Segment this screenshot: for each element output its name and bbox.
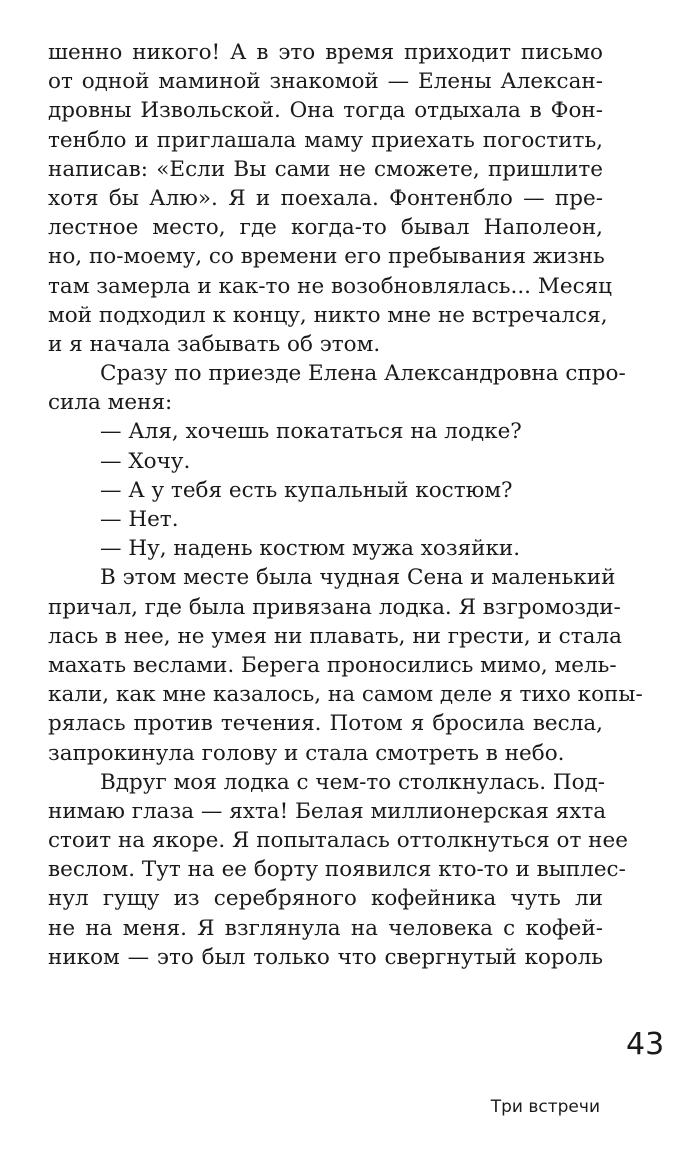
text-line: кали, как мне казалось, на самом деле я тихо копы-	[48, 682, 643, 708]
text-line: от одной маминой знакомой — Елены Алексан-	[48, 69, 603, 95]
dialogue-line: — Аля, хочешь покататься на лодке?	[100, 419, 522, 445]
text-line: хотя бы Алю». Я и поехала. Фонтенбло — пре-	[48, 185, 603, 211]
text-line: написав: «Если Вы сами не сможете, пришлите	[48, 156, 603, 182]
text-line: махать веслами. Берега проносились мимо, мель-	[48, 652, 617, 678]
text-line: рялась против течения. Потом я бросила весла,	[48, 711, 603, 737]
text-line: и я начала забывать об этом.	[48, 331, 381, 357]
text-line: нимаю глаза — яхта! Белая миллионерская яхта	[48, 798, 607, 824]
text-line: шенно никого! А в это время приходит письмо	[48, 40, 603, 65]
dialogue-line: — Ну, надень костюм мужа хозяйки.	[100, 536, 521, 562]
text-line: запрокинула голову и стала смотреть в небо.	[48, 740, 565, 766]
dialogue-line: — А у тебя есть купальный костюм?	[100, 477, 513, 503]
page-number: 43	[626, 1027, 665, 1062]
dialogue-line: — Нет.	[100, 507, 179, 532]
text-line: нул гущу из серебряного кофейника чуть ли	[48, 886, 603, 912]
text-line: Сразу по приезде Елена Александровна спро-	[100, 361, 626, 387]
text-line: ником — это был только что свергнутый король	[48, 944, 603, 970]
text-line: стоит на якоре. Я попыталась оттолкнуться от нее	[48, 828, 628, 854]
dialogue-line: — Хочу.	[100, 448, 191, 474]
text-line: там замерла и как-то не возобновлялась... Месяц	[48, 273, 613, 299]
text-line: мой подходил к концу, никто мне не встречался,	[48, 302, 608, 328]
text-line: но, по-моему, со времени его пребывания жизнь	[48, 244, 605, 270]
text-line: лестное место, где когда-то бывал Наполеон,	[48, 215, 603, 241]
text-line: не на меня. Я взглянула на человека с кофей-	[48, 915, 603, 941]
text-line: лась в нее, не умея ни плавать, ни грести, и стала	[48, 623, 622, 649]
page-body	[48, 38, 643, 972]
running-footer: Три встречи	[490, 1097, 600, 1117]
text-line: причал, где была привязана лодка. Я взгромозди-	[48, 594, 621, 620]
text-line: сила меня:	[48, 390, 173, 416]
text-line: веслом. Тут на ее борту появился кто-то и выплес-	[48, 857, 626, 883]
text-line: дровны Извольской. Она тогда отдыхала в Фон-	[48, 98, 603, 124]
text-line: Вдруг моя лодка с чем-то столкнулась. Под-	[100, 769, 606, 795]
text-line: тенбло и приглашала маму приехать погостить,	[48, 127, 603, 153]
text-line: В этом месте была чудная Сена и маленький	[100, 565, 616, 591]
